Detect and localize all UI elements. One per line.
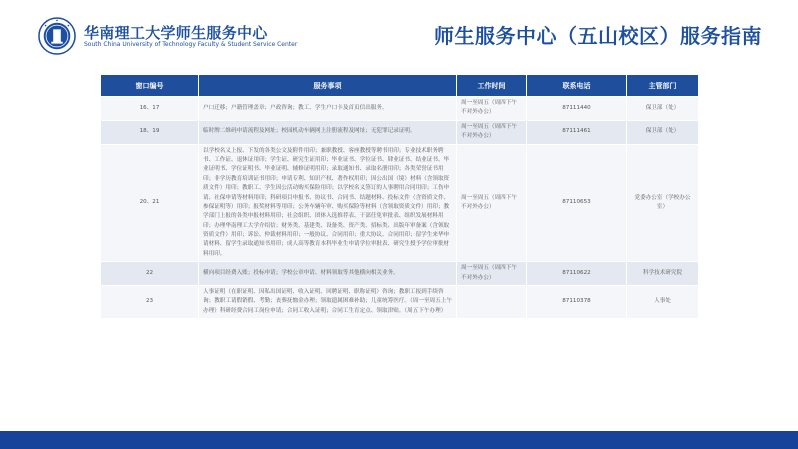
header-department: 主管部门 [627, 75, 699, 97]
phone-number: 87110378 [527, 286, 627, 319]
working-hours: 周一至周五（周四下午不对外办公） [457, 120, 527, 144]
university-seal-icon [38, 17, 76, 55]
table-row [101, 144, 699, 262]
service-guide-table [100, 74, 699, 319]
working-hours [457, 286, 527, 319]
department: 保卫部（处） [627, 97, 699, 121]
window-number: 20、21 [101, 144, 199, 262]
footer-bar [0, 431, 798, 449]
phone-number: 87111440 [527, 97, 627, 121]
department: 科学技术研究院 [627, 262, 699, 286]
table-row [101, 262, 699, 286]
phone-number: 87110653 [527, 144, 627, 262]
working-hours: 周一至周五（周四下午不对外办公） [457, 97, 527, 121]
header-working-hours: 工作时间 [457, 75, 527, 97]
service-items: 以学校名义上报、下发的各类公文及附件用印；兼职教授、客座教授等聘书用印；专业技术职务聘书、工作证、退休证用印；学生证、研究生证用印；毕业证书、学位证书、肄业证书、结业证书、毕业证明书、学位证明书、毕业证明、辅修证明用印；录取通知书、录取名册用印；各类荣誉证书用印；非学历教育培训证书用印；申请专利、知识产权、著作权用印；因公出国（境）材料（含领取资质文件）用印；教职工、学生因公活动购买保险用印；以学校名义签订的人事聘用合同用印；工伤申请、社保申请等材料用印；科研项目申报书、协议书、合同书、结题材料、投标文件（含资质文件、参保证明等）用印；报奖材料等用印；公务车辆年审、购买保险等材料（含领取资质文件）用印；教学部门上报的各类申报材料用印；社会组织、团体入选推荐表、干部任免审批表、组织发展材料用印；办理华南理工大学介绍信；财务类、基建类、设备类、资产类、招标类、出版年审备案（含领取资质文件）用印；诉讼、仲裁材料用印；一般协议、合同用印；重大协议、合同用印；留学生来华申请材料、留学生录取通知书用印；成人高等教育本科毕业生申请学位审批表、研究生授予学位审批材料用印。 [199, 144, 457, 262]
service-items: 横向项目经费入账；投标申请；学校公章申请、材料领取等其他横向相关业务。 [199, 262, 457, 286]
page-title: 师生服务中心（五山校区）服务指南 [434, 24, 762, 48]
window-number: 23 [101, 286, 199, 319]
page-header [0, 0, 798, 62]
window-number: 22 [101, 262, 199, 286]
phone-number: 87110622 [527, 262, 627, 286]
header-service-items: 服务事项 [199, 75, 457, 97]
table-header-row [101, 75, 699, 97]
header-window-number: 窗口编号 [101, 75, 199, 97]
organization-name-english: South China University of Technology Faculty & Student Service Center [84, 41, 298, 48]
service-items: 临时牌二维码申请流程及网址；校园机动车辆网上注册流程及网址；无犯罪记录证明。 [199, 120, 457, 144]
phone-number: 87111461 [527, 120, 627, 144]
window-number: 18、19 [101, 120, 199, 144]
service-items: 人事证明（在职证明、因私出国证明、收入证明、回聘证明、职称证明）咨询；教职工报到手续咨询；教职工请假销假、考勤；丧葬抚恤金办理；领取遗属困难补助；儿童统筹医疗。（周一至周五上午办理）科研经费合同工岗位申请；合同工收入证明；合同工生育定点、领取津贴。（周五下午办理） [199, 286, 457, 319]
organization-name: 华南理工大学师生服务中心 [84, 24, 268, 42]
working-hours: 周一至周五（周四下午不对外办公） [457, 262, 527, 286]
department: 保卫部（处） [627, 120, 699, 144]
table-row [101, 120, 699, 144]
department: 人事处 [627, 286, 699, 319]
table-row [101, 97, 699, 121]
table-row [101, 286, 699, 319]
department: 党委办公室（学校办公室） [627, 144, 699, 262]
working-hours: 周一至周五（周四下午不对外办公） [457, 144, 527, 262]
header-phone: 联系电话 [527, 75, 627, 97]
window-number: 16、17 [101, 97, 199, 121]
service-items: 户口迁移；户籍管理盖章；户政咨询；教工、学生户口卡及首页信出服务。 [199, 97, 457, 121]
